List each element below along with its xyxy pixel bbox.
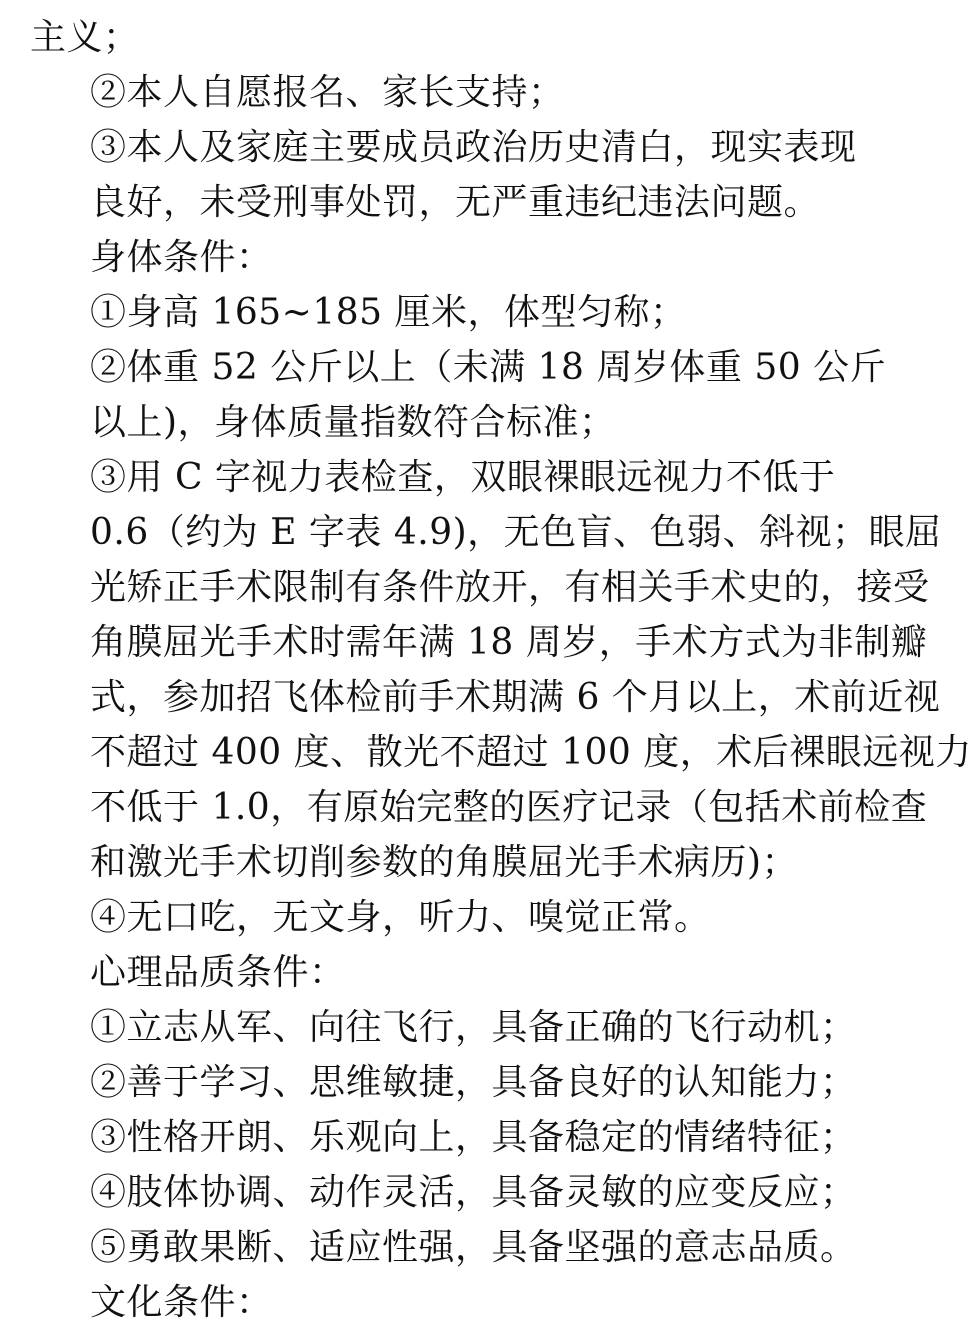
text-line: 文化条件： bbox=[90, 1282, 273, 1323]
text-line: ③用 C 字视力表检查，双眼裸眼远视力不低于 bbox=[90, 457, 836, 498]
paragraph bbox=[30, 10, 787, 65]
text-line: ①立志从军、向往飞行，具备正确的飞行动机； bbox=[90, 1007, 857, 1048]
text-line: ②体重 52 公斤以上（未满 18 周岁体重 50 公斤 bbox=[90, 347, 887, 388]
paragraph bbox=[30, 945, 787, 1000]
paragraph bbox=[30, 1055, 857, 1110]
paragraph bbox=[30, 65, 787, 120]
text-line: 心理品质条件： bbox=[90, 952, 346, 993]
paragraph bbox=[30, 230, 787, 285]
text-line: ①身高 165~185 厘米，体型匀称； bbox=[90, 292, 687, 333]
paragraph bbox=[30, 1220, 857, 1275]
text-line: 不超过 400 度、散光不超过 100 度，术后裸眼远视力 bbox=[90, 732, 972, 773]
text-line: 不低于 1.0，有原始完整的医疗记录（包括术前检查 bbox=[90, 787, 928, 828]
text-line: ⑤勇敢果断、适应性强，具备坚强的意志品质。 bbox=[90, 1227, 857, 1268]
paragraph bbox=[30, 1000, 857, 1055]
text-line: 角膜屈光手术时需年满 18 周岁，手术方式为非制瓣 bbox=[90, 622, 928, 663]
text-line: 式，参加招飞体检前手术期满 6 个月以上，术前近视 bbox=[90, 677, 941, 718]
text-line: 以上)，身体质量指数符合标准； bbox=[90, 402, 616, 443]
paragraph bbox=[30, 450, 972, 890]
text-line: ②本人自愿报名、家长支持； bbox=[90, 72, 565, 113]
text-line: ④肢体协调、动作灵活，具备灵敏的应变反应； bbox=[90, 1172, 857, 1213]
text-line: 0.6（约为 E 字表 4.9)，无色盲、色弱、斜视；眼屈 bbox=[90, 512, 942, 553]
paragraph bbox=[30, 890, 787, 945]
text-line: 身体条件： bbox=[90, 237, 273, 278]
paragraph bbox=[30, 285, 787, 340]
text-line: 主义； bbox=[30, 17, 140, 58]
text-line: ③性格开朗、乐观向上，具备稳定的情绪特征； bbox=[90, 1117, 857, 1158]
document-body bbox=[30, 10, 972, 1330]
text-line: ②善于学习、思维敏捷，具备良好的认知能力； bbox=[90, 1062, 857, 1103]
text-line: ③本人及家庭主要成员政治历史清白，现实表现 bbox=[90, 127, 857, 168]
paragraph bbox=[30, 1275, 787, 1330]
text-line: 良好，未受刑事处罚，无严重违纪违法问题。 bbox=[90, 182, 821, 223]
paragraph bbox=[30, 120, 857, 230]
text-line: ④无口吃，无文身，听力、嗅觉正常。 bbox=[90, 897, 711, 938]
paragraph bbox=[30, 1110, 857, 1165]
paragraph bbox=[30, 1165, 857, 1220]
text-line: 光矫正手术限制有条件放开，有相关手术史的，接受 bbox=[90, 567, 930, 608]
paragraph bbox=[30, 340, 887, 450]
text-line: 和激光手术切削参数的角膜屈光手术病历)； bbox=[90, 842, 799, 883]
